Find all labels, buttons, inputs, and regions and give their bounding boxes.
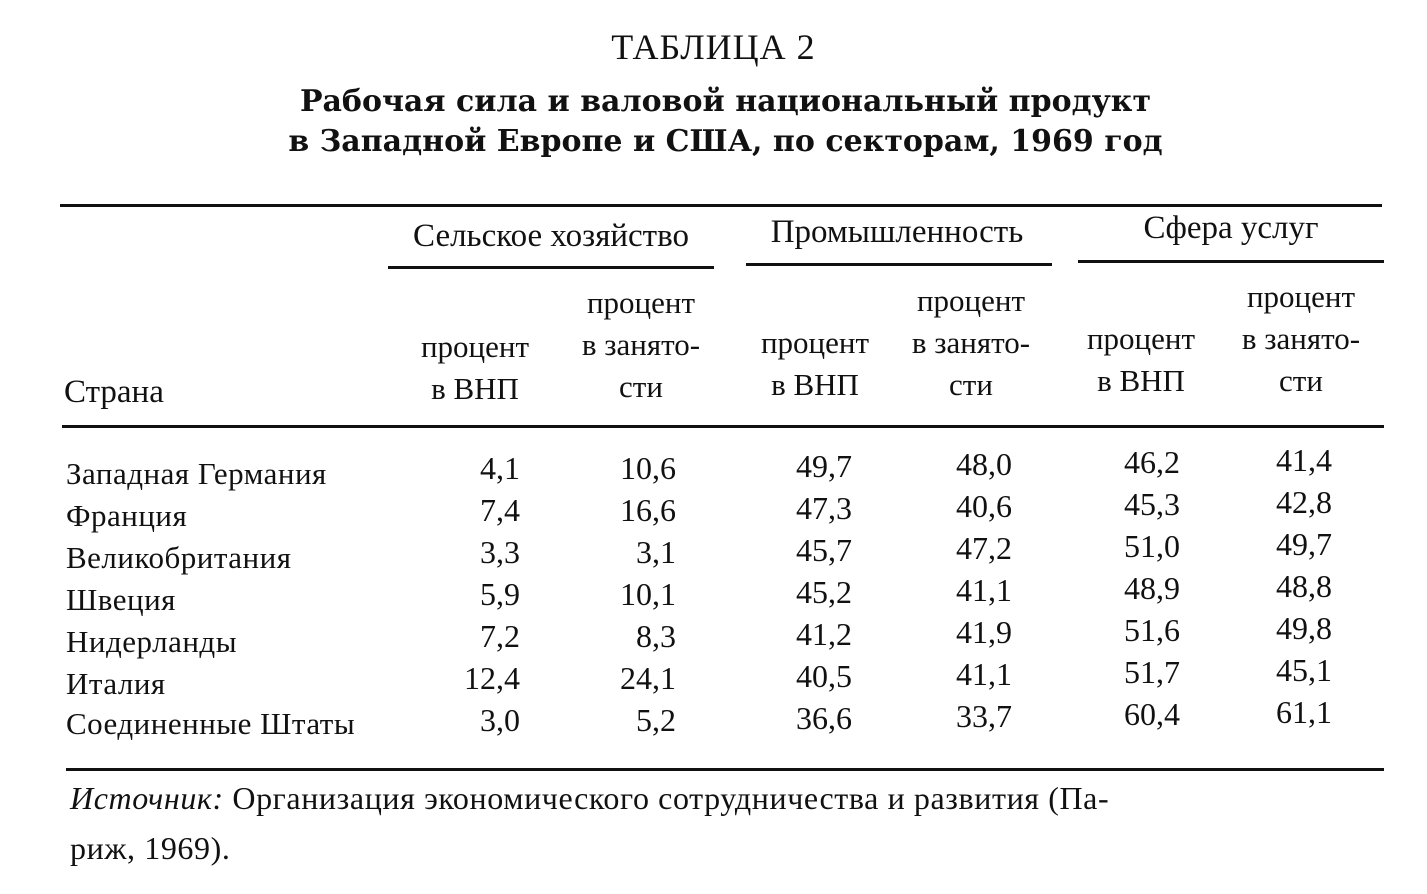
table-cell-industry-employment: 41,1 [956,572,1012,608]
col-header-industry-gnp [740,322,890,406]
table-cell-services-employment: 41,4 [1276,442,1332,478]
group-rule-services [1078,260,1384,263]
group-rule-agriculture [388,266,714,269]
table-cell-agriculture-employment: 16,6 [620,492,676,528]
bottom-rule [66,768,1384,771]
table-cell-agriculture-gnp: 4,1 [480,450,520,486]
table-cell-agriculture-gnp: 3,3 [480,534,520,570]
table-cell-industry-employment: 47,2 [956,530,1012,566]
col-header-services-gnp [1066,318,1216,402]
table-cell-industry-gnp: 47,3 [796,490,852,526]
table-cell-services-gnp: 60,4 [1124,696,1180,732]
source-note-continued: риж, 1969). [70,830,231,866]
col-header-line: процент [586,285,696,320]
table-cell-services-employment: 49,7 [1276,526,1332,562]
table-cell-industry-employment: 40,6 [956,488,1012,524]
stub-header-country: Страна [64,374,164,410]
col-header-line: процент [1246,279,1356,314]
table-cell-industry-gnp: 41,2 [796,616,852,652]
table-cell-services-gnp: 51,0 [1124,528,1180,564]
source-label: Источник: [70,780,224,816]
table-cell-industry-gnp: 45,2 [796,574,852,610]
table-row-country: Западная Германия [66,456,327,491]
table-cell-agriculture-employment: 24,1 [620,660,676,696]
table-cell-industry-gnp: 36,6 [796,700,852,736]
table-cell-services-employment: 45,1 [1276,652,1332,688]
source-note [70,780,1109,817]
col-header-line: процент [760,325,870,360]
table-row-country: Франция [66,498,188,533]
col-header-agriculture-gnp [400,326,550,410]
col-header-line: сти [619,369,663,404]
table-cell-agriculture-gnp: 3,0 [480,702,520,738]
col-header-agriculture-employment [566,282,716,408]
col-header-line: процент [1086,321,1196,356]
table-cell-industry-gnp: 40,5 [796,658,852,694]
table-cell-agriculture-gnp: 5,9 [480,576,520,612]
table-cell-industry-gnp: 49,7 [796,448,852,484]
col-header-line: в занято- [581,327,701,362]
col-header-line: в занято- [1241,321,1361,356]
table-cell-agriculture-employment: 5,2 [636,702,676,738]
col-header-line: процент [916,283,1026,318]
table-cell-industry-employment: 48,0 [956,446,1012,482]
table-cell-industry-gnp: 45,7 [796,532,852,568]
col-header-industry-employment [896,280,1046,406]
table-row-country: Соединенные Штаты [66,706,356,741]
table-cell-industry-employment: 41,1 [956,656,1012,692]
table-row-country: Нидерланды [66,624,238,659]
table-caption-line-2: в Западной Европе и США, по секторам, 1969 год [288,124,1163,159]
col-header-line: в ВНП [771,367,859,402]
col-header-line: в ВНП [1097,363,1185,398]
table-cell-agriculture-employment: 8,3 [636,618,676,654]
table-cell-services-gnp: 51,6 [1124,612,1180,648]
table-cell-agriculture-gnp: 12,4 [464,660,520,696]
col-header-line: в занято- [911,325,1031,360]
top-rule [60,204,1382,207]
table-row-country: Великобритания [66,540,292,575]
table-cell-agriculture-gnp: 7,4 [480,492,520,528]
table-cell-services-gnp: 46,2 [1124,444,1180,480]
table-cell-agriculture-employment: 3,1 [636,534,676,570]
table-row-country: Швеция [66,582,176,617]
table-cell-services-gnp: 45,3 [1124,486,1180,522]
group-header-services: Сфера услуг [1143,210,1319,246]
table-cell-agriculture-employment: 10,1 [620,576,676,612]
table-cell-services-employment: 48,8 [1276,568,1332,604]
col-header-line: сти [1279,363,1323,398]
table-caption-line-1: Рабочая сила и валовой национальный продукт [299,84,1152,119]
table-cell-agriculture-gnp: 7,2 [480,618,520,654]
table-cell-industry-employment: 33,7 [956,698,1012,734]
table-row-country: Италия [66,666,166,701]
table-cell-services-employment: 61,1 [1276,694,1332,730]
group-header-agriculture: Сельское хозяйство [413,218,689,254]
table-cell-services-gnp: 48,9 [1124,570,1180,606]
table-cell-services-gnp: 51,7 [1124,654,1180,690]
col-header-services-employment [1226,276,1376,402]
header-bottom-rule [62,425,1384,428]
col-header-line: сти [949,367,993,402]
group-header-industry: Промышленность [770,214,1024,250]
source-text: Организация экономического сотрудничества и развития (Па- [223,780,1110,816]
col-header-line: процент [420,329,530,364]
table-cell-agriculture-employment: 10,6 [620,450,676,486]
table-cell-services-employment: 42,8 [1276,484,1332,520]
col-header-line: в ВНП [431,371,519,406]
table-cell-services-employment: 49,8 [1276,610,1332,646]
table-cell-industry-employment: 41,9 [956,614,1012,650]
table-label: ТАБЛИЦА 2 [611,27,816,67]
group-rule-industry [746,263,1052,266]
